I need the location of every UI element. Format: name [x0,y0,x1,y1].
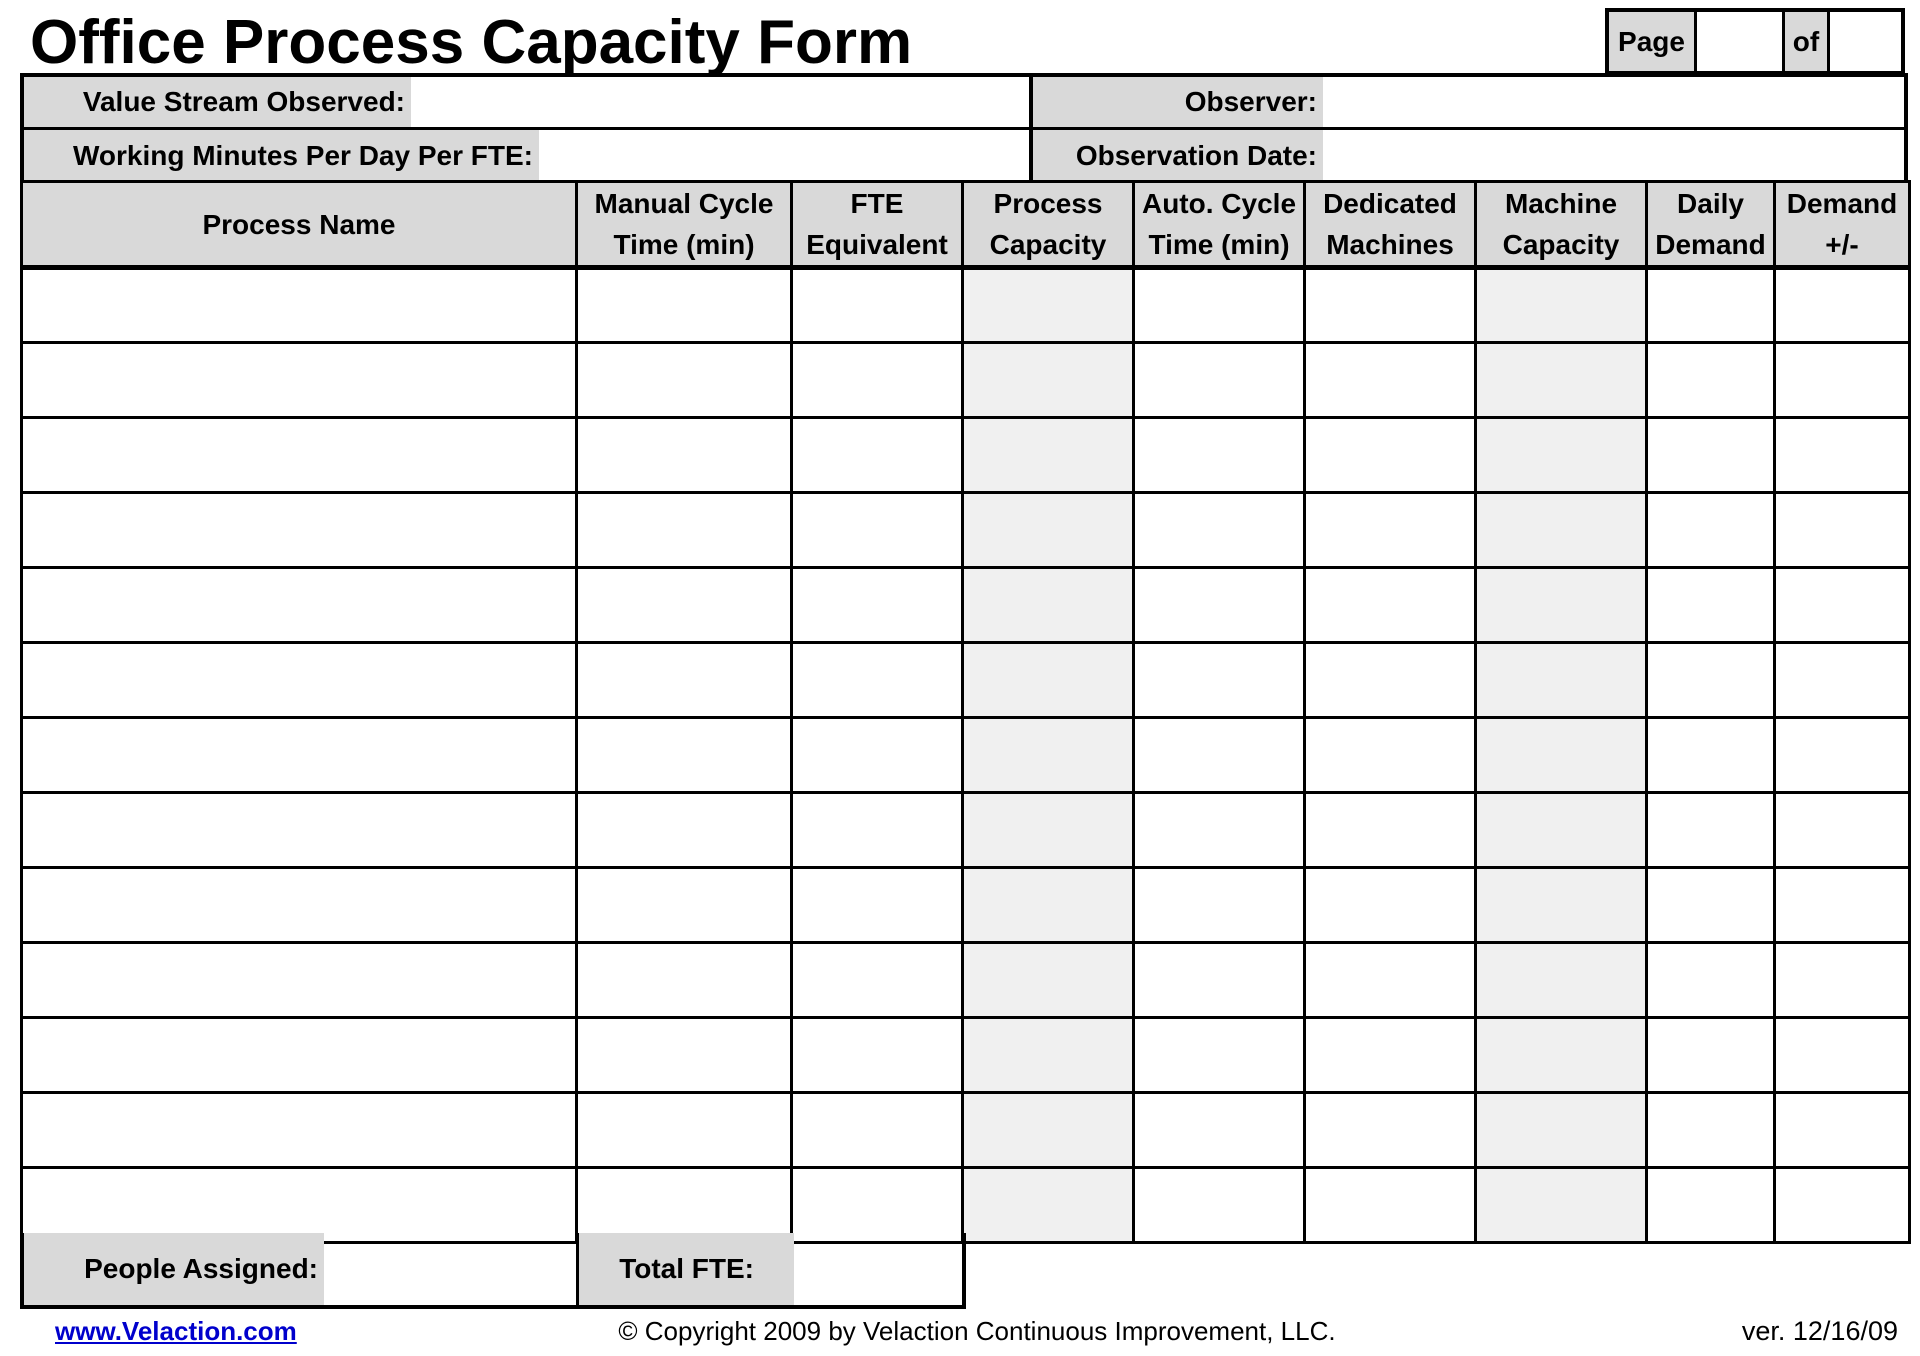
table-cell[interactable] [1305,943,1476,1018]
page-total-field[interactable] [1830,12,1901,71]
people-assigned-field[interactable] [324,1233,576,1305]
table-cell[interactable] [1476,418,1647,493]
table-cell[interactable] [963,868,1134,943]
table-cell[interactable] [1134,793,1305,868]
table-cell[interactable] [22,718,577,793]
observer-field[interactable] [1323,77,1904,127]
table-cell[interactable] [1134,268,1305,343]
table-row [22,493,1910,568]
table-cell[interactable] [1134,1093,1305,1168]
people-assigned-label: People Assigned: [24,1233,324,1305]
table-row [22,643,1910,718]
table-cell[interactable] [792,718,963,793]
table-cell[interactable] [963,1168,1134,1243]
column-header [1647,182,1775,268]
table-cell[interactable] [1134,868,1305,943]
table-cell[interactable] [577,793,792,868]
table-cell[interactable] [792,1093,963,1168]
table-cell[interactable] [1647,943,1775,1018]
header-fields [20,73,1908,182]
table-cell[interactable] [22,643,577,718]
table-cell[interactable] [1134,1168,1305,1243]
page-number-box [1605,8,1905,75]
table-cell[interactable] [1305,1018,1476,1093]
table-cell[interactable] [1647,343,1775,418]
table-cell[interactable] [1647,268,1775,343]
observation-date-label: Observation Date: [1033,130,1323,182]
table-cell[interactable] [1775,418,1910,493]
table-cell[interactable] [1305,718,1476,793]
table-cell[interactable] [1476,1168,1647,1243]
table-cell[interactable] [1305,643,1476,718]
website-link[interactable]: www.Velaction.com [55,1316,297,1346]
column-header-line: Process Name [202,208,396,240]
column-header-line: Dedicated [1323,188,1457,219]
column-header [792,182,963,268]
column-header [1305,182,1476,268]
table-header-row [22,182,1910,268]
column-header-line: Time (min) [613,229,755,260]
table-cell[interactable] [1305,868,1476,943]
column-header [1775,182,1910,268]
table-cell[interactable] [1775,493,1910,568]
table-cell[interactable] [1476,1018,1647,1093]
table-cell[interactable] [577,268,792,343]
table-cell[interactable] [963,568,1134,643]
table-cell[interactable] [1647,1168,1775,1243]
table-cell[interactable] [1134,943,1305,1018]
table-cell[interactable] [577,1018,792,1093]
table-cell[interactable] [1305,568,1476,643]
column-header-line: Daily [1677,188,1744,219]
table-cell[interactable] [1775,1168,1910,1243]
table-cell[interactable] [577,418,792,493]
table-cell[interactable] [577,868,792,943]
table-row [22,418,1910,493]
table-cell[interactable] [1647,1093,1775,1168]
table-cell[interactable] [1647,718,1775,793]
table-cell[interactable] [792,1168,963,1243]
value-stream-label: Value Stream Observed: [24,77,411,127]
table-cell[interactable] [1775,268,1910,343]
table-cell[interactable] [1134,418,1305,493]
table-row [22,868,1910,943]
table-cell[interactable] [1775,1093,1910,1168]
table-cell[interactable] [1775,943,1910,1018]
table-row [22,1093,1910,1168]
page-number-field[interactable] [1697,12,1782,71]
table-cell[interactable] [22,343,577,418]
table-cell[interactable] [792,1018,963,1093]
total-fte-field[interactable] [794,1233,962,1305]
table-cell[interactable] [22,268,577,343]
table-cell[interactable] [22,568,577,643]
table-cell[interactable] [22,1018,577,1093]
table-cell[interactable] [1647,418,1775,493]
table-cell[interactable] [1647,1018,1775,1093]
table-cell[interactable] [577,643,792,718]
table-cell[interactable] [963,493,1134,568]
table-cell[interactable] [1476,1093,1647,1168]
table-cell[interactable] [577,718,792,793]
table-cell[interactable] [792,343,963,418]
table-cell[interactable] [1305,793,1476,868]
table-cell[interactable] [1775,793,1910,868]
table-cell[interactable] [792,268,963,343]
table-cell[interactable] [1647,493,1775,568]
table-cell[interactable] [22,493,577,568]
table-cell[interactable] [1305,343,1476,418]
table-cell[interactable] [1476,868,1647,943]
table-cell[interactable] [1134,718,1305,793]
table-cell[interactable] [1305,493,1476,568]
table-cell[interactable] [1647,643,1775,718]
table-cell[interactable] [22,943,577,1018]
table-cell[interactable] [577,493,792,568]
column-header-line: Machines [1326,229,1454,260]
column-header-line: FTE [850,188,904,219]
table-cell[interactable] [1775,343,1910,418]
table-cell[interactable] [792,943,963,1018]
table-row [22,718,1910,793]
table-cell[interactable] [1476,643,1647,718]
table-cell[interactable] [963,343,1134,418]
table-cell[interactable] [1305,1093,1476,1168]
table-cell[interactable] [792,418,963,493]
column-header-line: Capacity [1502,229,1620,260]
table-cell[interactable] [963,268,1134,343]
column-header-line: Machine [1504,188,1618,219]
capacity-table [20,180,1911,1244]
table-cell[interactable] [1476,268,1647,343]
table-cell[interactable] [22,1093,577,1168]
column-header-line: +/- [1825,229,1859,260]
table-cell[interactable] [577,343,792,418]
table-cell[interactable] [963,718,1134,793]
table-cell[interactable] [792,793,963,868]
table-cell[interactable] [1775,568,1910,643]
column-header [577,182,792,268]
table-cell[interactable] [22,1168,577,1243]
table-cell[interactable] [1775,718,1910,793]
table-cell[interactable] [577,568,792,643]
table-cell[interactable] [1134,1018,1305,1093]
table-cell[interactable] [577,1168,792,1243]
summary-row [20,1233,966,1309]
table-cell[interactable] [1647,568,1775,643]
column-header-line: Manual Cycle [594,188,774,219]
table-cell[interactable] [963,1093,1134,1168]
table-cell[interactable] [577,943,792,1018]
column-header-line: Process [993,188,1103,219]
table-cell[interactable] [792,568,963,643]
column-header-line: Equivalent [806,229,948,260]
working-minutes-field[interactable] [539,130,1029,182]
table-cell[interactable] [1134,343,1305,418]
value-stream-field[interactable] [411,77,1029,127]
column-header [1134,182,1305,268]
table-cell[interactable] [1476,943,1647,1018]
table-cell[interactable] [963,418,1134,493]
table-row [22,793,1910,868]
table-cell[interactable] [1305,268,1476,343]
table-cell[interactable] [792,493,963,568]
table-row [22,1168,1910,1243]
column-header-line: Demand [1655,229,1766,260]
table-cell[interactable] [963,1018,1134,1093]
observer-label: Observer: [1033,77,1323,127]
table-cell[interactable] [1134,568,1305,643]
table-row [22,343,1910,418]
column-header-line: Demand [1786,188,1898,219]
table-cell[interactable] [963,943,1134,1018]
table-cell[interactable] [963,793,1134,868]
table-cell[interactable] [22,868,577,943]
working-minutes-label: Working Minutes Per Day Per FTE: [24,130,539,182]
table-cell[interactable] [792,643,963,718]
table-cell[interactable] [1476,493,1647,568]
table-cell[interactable] [1775,1018,1910,1093]
table-cell[interactable] [1647,793,1775,868]
column-header [963,182,1134,268]
observation-date-field[interactable] [1323,130,1904,182]
table-cell[interactable] [1305,1168,1476,1243]
copyright-text: © Copyright 2009 by Velaction Continuous Improvement, LLC. [618,1316,1336,1346]
page-label: Page [1609,12,1694,71]
column-header-line: Time (min) [1148,229,1290,260]
table-cell[interactable] [963,643,1134,718]
column-header-line: Capacity [989,229,1107,260]
table-cell[interactable] [22,418,577,493]
table-row [22,568,1910,643]
table-cell[interactable] [792,868,963,943]
version-text: ver. 12/16/09 [1741,1316,1898,1346]
table-cell[interactable] [1476,718,1647,793]
table-row [22,268,1910,343]
of-label: of [1785,12,1827,71]
table-cell[interactable] [1647,868,1775,943]
column-header-line: Auto. Cycle [1141,188,1297,219]
table-cell[interactable] [1775,643,1910,718]
table-cell[interactable] [577,1093,792,1168]
form-title: Office Process Capacity Form [30,8,913,77]
table-cell[interactable] [1476,793,1647,868]
column-header [22,182,577,268]
table-cell[interactable] [1476,343,1647,418]
column-header [1476,182,1647,268]
table-cell[interactable] [22,793,577,868]
table-cell[interactable] [1476,568,1647,643]
table-cell[interactable] [1134,493,1305,568]
table-cell[interactable] [1775,868,1910,943]
total-fte-label: Total FTE: [579,1233,794,1305]
table-row [22,1018,1910,1093]
table-row [22,943,1910,1018]
table-cell[interactable] [1305,418,1476,493]
footer [20,1312,1908,1352]
table-cell[interactable] [1134,643,1305,718]
